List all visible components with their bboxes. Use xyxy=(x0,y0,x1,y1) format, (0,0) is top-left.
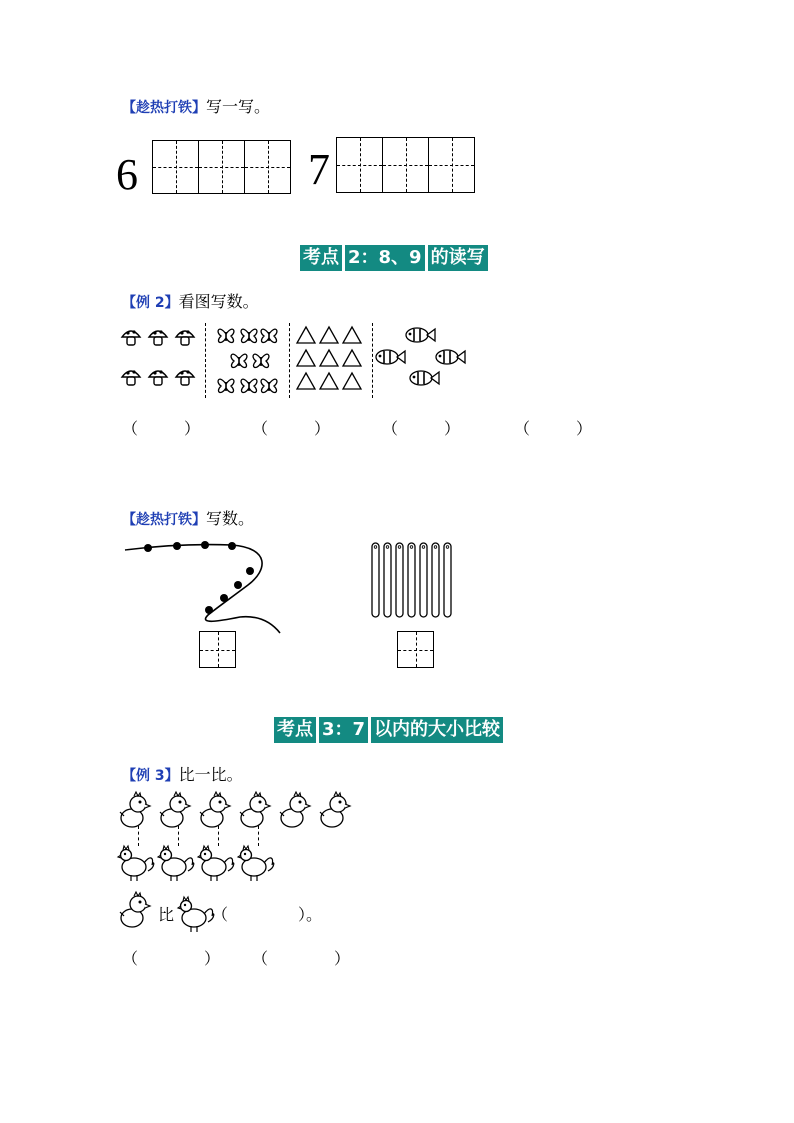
divider xyxy=(289,323,290,398)
example-tag: 【例 2】 xyxy=(122,295,179,311)
practice-prompt-2 xyxy=(122,506,254,529)
matching-line xyxy=(218,826,219,846)
answer-blank[interactable]: （ ） xyxy=(122,949,221,968)
instruction-text: 写数。 xyxy=(206,509,255,528)
rooster-icon xyxy=(158,846,194,881)
section-heading-3 xyxy=(274,717,506,743)
sticks-illustration xyxy=(368,543,463,620)
instruction-text: 写一写。 xyxy=(206,97,271,116)
writing-box[interactable] xyxy=(199,631,236,668)
numeral-7: 7 xyxy=(308,145,330,194)
stick-icon xyxy=(444,543,451,617)
triangle-icon xyxy=(343,373,361,389)
answer-blank[interactable]: （ ） xyxy=(122,419,201,438)
divider xyxy=(372,323,373,398)
butterfly-icon xyxy=(261,379,277,392)
writing-box[interactable] xyxy=(382,137,429,193)
heading-part: 2：8、9 xyxy=(345,245,425,271)
writing-box[interactable] xyxy=(336,137,383,193)
triangle-icon xyxy=(297,350,315,366)
chick-row xyxy=(118,792,363,834)
heading-part: 的读写 xyxy=(428,245,488,271)
mushroom-icon xyxy=(176,370,194,385)
instruction-text: 看图写数。 xyxy=(178,292,259,311)
writing-box[interactable] xyxy=(244,140,291,194)
butterfly-icon xyxy=(231,354,247,367)
triangle-icon xyxy=(297,327,315,343)
stick-icon xyxy=(408,543,415,617)
chick-icon xyxy=(280,792,310,827)
stick-icon xyxy=(384,543,391,617)
fish-group xyxy=(376,325,471,390)
fish-icon xyxy=(406,328,435,342)
example-2-prompt xyxy=(122,289,259,312)
mushroom-icon xyxy=(122,330,140,345)
practice-tag: 【趁热打铁】 xyxy=(122,512,206,528)
answer-blank[interactable]: （ ） xyxy=(252,419,331,438)
rooster-row xyxy=(118,843,283,883)
numeral-6: 6 xyxy=(116,150,138,199)
mushroom-group xyxy=(120,325,200,395)
butterfly-icon xyxy=(241,379,257,392)
matching-line xyxy=(258,826,259,846)
chick-icon xyxy=(320,792,350,827)
mushroom-icon xyxy=(149,330,167,345)
rooster-icon xyxy=(198,846,234,881)
compare-word: 比 xyxy=(158,905,175,924)
chick-icon xyxy=(240,792,270,827)
butterfly-icon xyxy=(218,329,234,342)
stick-icon xyxy=(372,543,379,617)
writing-box[interactable] xyxy=(152,140,199,194)
mushroom-icon xyxy=(122,370,140,385)
triangle-group xyxy=(296,325,366,395)
practice-prompt-1 xyxy=(122,94,270,117)
mushroom-icon xyxy=(149,370,167,385)
example-3-prompt xyxy=(122,762,243,785)
butterfly-icon xyxy=(241,329,257,342)
answer-blank[interactable]: （ ） xyxy=(514,419,593,438)
fish-icon xyxy=(436,350,465,364)
rooster-figure xyxy=(178,897,214,932)
heading-part: 考点 xyxy=(274,717,316,743)
stick-icon xyxy=(396,543,403,617)
chick-icon xyxy=(200,792,230,827)
butterfly-group xyxy=(212,322,282,397)
triangle-icon xyxy=(343,327,361,343)
heading-part: 考点 xyxy=(300,245,342,271)
writing-box[interactable] xyxy=(428,137,475,193)
stick-icon xyxy=(432,543,439,617)
answer-blank[interactable]: （ ） xyxy=(382,419,461,438)
mushroom-icon xyxy=(176,330,194,345)
butterfly-icon xyxy=(218,379,234,392)
rooster-icon xyxy=(238,846,274,881)
heading-part: 以内的大小比较 xyxy=(371,717,503,743)
heading-part: 3：7 xyxy=(319,717,368,743)
fish-icon xyxy=(410,371,439,385)
writing-box[interactable] xyxy=(397,631,434,668)
butterfly-icon xyxy=(253,354,269,367)
answer-blank[interactable]: （ ） xyxy=(252,949,351,968)
butterfly-icon xyxy=(261,329,277,342)
chick-icon xyxy=(118,892,150,928)
chick-icon xyxy=(120,792,150,827)
instruction-text: 比一比。 xyxy=(178,765,243,784)
writing-box[interactable] xyxy=(198,140,245,194)
fish-icon xyxy=(376,350,405,364)
chick-figure xyxy=(120,892,150,927)
stick-icon xyxy=(420,543,427,617)
matching-line xyxy=(178,826,179,846)
example-tag: 【例 3】 xyxy=(122,768,179,784)
chick-icon xyxy=(160,792,190,827)
beads-string-illustration xyxy=(120,535,290,635)
divider xyxy=(205,323,206,398)
practice-tag: 【趁热打铁】 xyxy=(122,100,206,116)
matching-line xyxy=(138,826,139,846)
triangle-icon xyxy=(297,373,315,389)
triangle-icon xyxy=(320,327,338,343)
triangle-icon xyxy=(343,350,361,366)
section-heading-2 xyxy=(300,245,491,271)
triangle-icon xyxy=(320,373,338,389)
rooster-icon xyxy=(118,846,154,881)
triangle-icon xyxy=(320,350,338,366)
rooster-icon xyxy=(178,896,212,930)
comparison-answer-blank[interactable]: （ ）。 xyxy=(212,905,323,924)
